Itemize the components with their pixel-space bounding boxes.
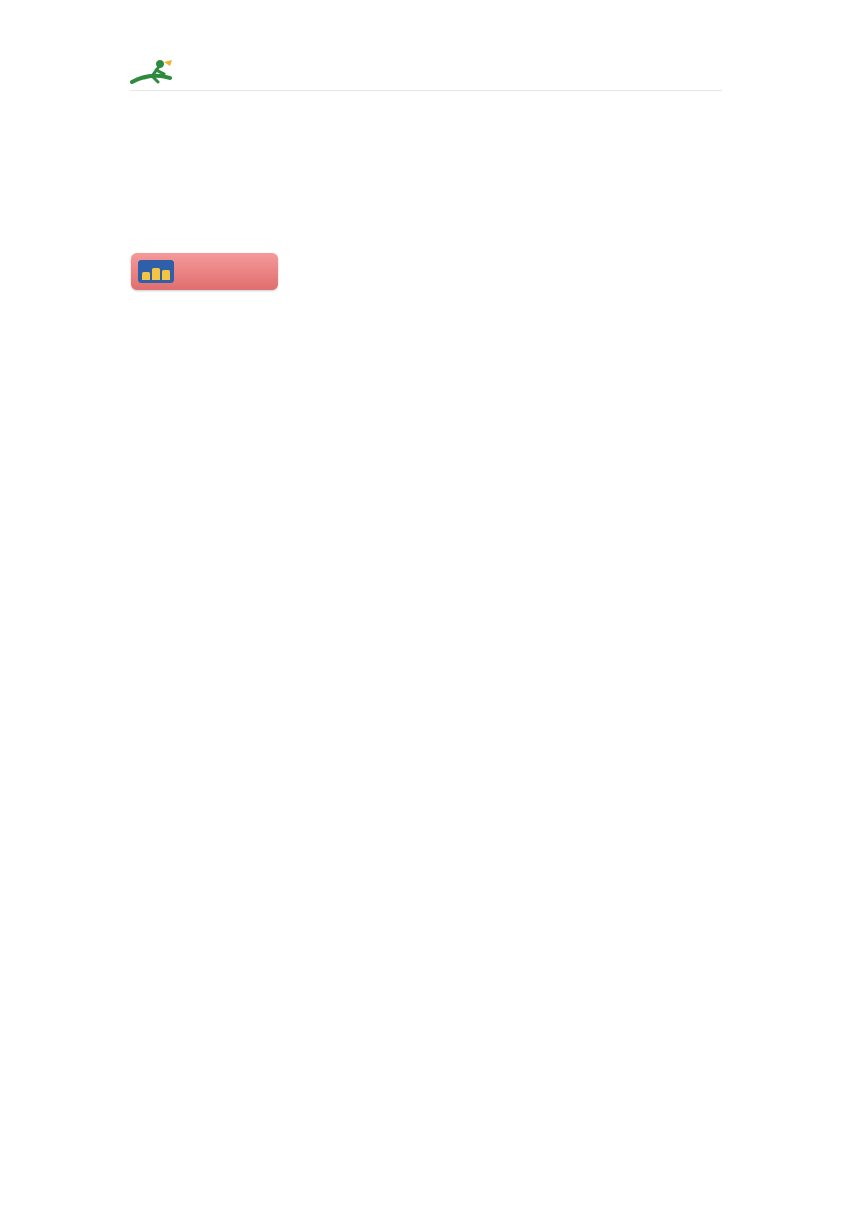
chart-icon	[138, 260, 174, 283]
header-divider	[130, 90, 722, 91]
section-badge	[131, 253, 278, 290]
header-right	[706, 62, 722, 78]
logo-runner-icon	[130, 58, 242, 88]
page-header	[0, 0, 860, 100]
